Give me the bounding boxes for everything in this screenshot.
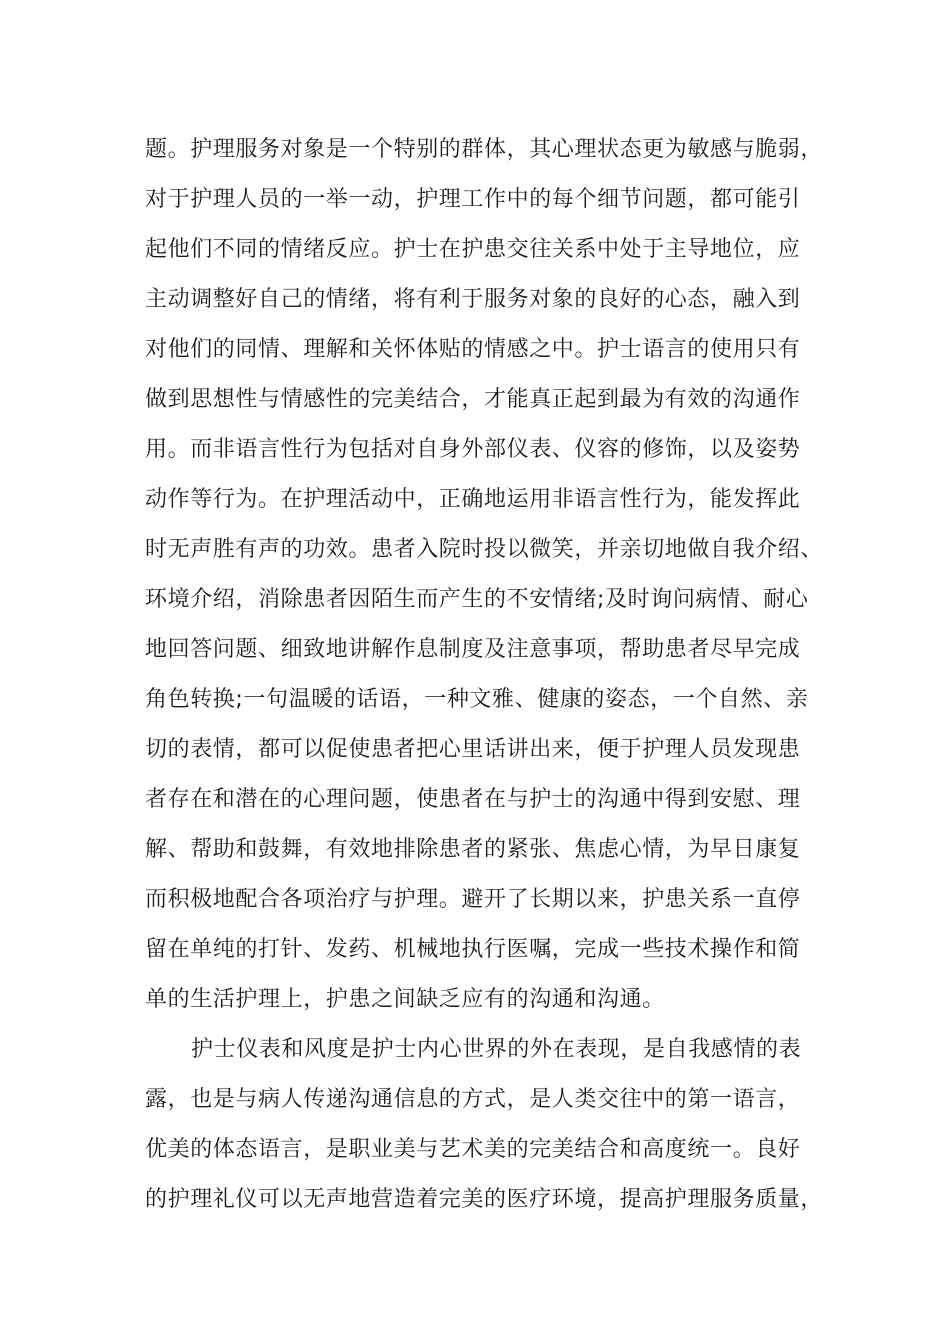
text-line: 留在单纯的打针、发药、机械地执行医嘱，完成一些技术操作和简: [145, 937, 801, 962]
text-line: 解、帮助和鼓舞，有效地排除患者的紧张、焦虑心情，为早日康复: [145, 837, 801, 862]
text-line: 切的表情，都可以促使患者把心里话讲出来，便于护理人员发现患: [145, 737, 801, 762]
text-line: 地回答问题、细致地讲解作息制度及注意事项，帮助患者尽早完成: [145, 637, 801, 662]
text-line: 起他们不同的情绪反应。护士在护患交往关系中处于主导地位，应: [145, 237, 801, 262]
text-line: 时无声胜有声的功效。患者入院时投以微笑，并亲切地做自我介绍、: [145, 537, 824, 562]
text-line: 用。而非语言性行为包括对自身外部仪表、仪容的修饰，以及姿势: [145, 437, 801, 462]
text-line: 主动调整好自己的情绪，将有利于服务对象的良好的心态，融入到: [145, 287, 801, 312]
text-line: 环境介绍，消除患者因陌生而产生的不安情绪;及时询问病情、耐心: [145, 587, 809, 612]
text-line: 角色转换;一句温暖的话语，一种文雅、健康的姿态，一个自然、亲: [145, 687, 809, 712]
text-line: 优美的体态语言，是职业美与艺术美的完美结合和高度统一。良好: [145, 1137, 801, 1162]
text-line: 做到思想性与情感性的完美结合，才能真正起到最为有效的沟通作: [145, 387, 801, 412]
text-line: 而积极地配合各项治疗与护理。避开了长期以来，护患关系一直停: [145, 887, 801, 912]
text-line: 动作等行为。在护理活动中，正确地运用非语言性行为，能发挥此: [145, 487, 801, 512]
text-line: 对他们的同情、理解和关怀体贴的情感之中。护士语言的使用只有: [145, 337, 801, 362]
text-line: 露，也是与病人传递沟通信息的方式，是人类交往中的第一语言，: [145, 1087, 801, 1112]
paragraph-start-line: 护士仪表和风度是护士内心世界的外在表现，是自我感情的表: [191, 1037, 802, 1062]
text-line: 单的生活护理上，护患之间缺乏应有的沟通和沟通。: [145, 987, 665, 1012]
text-line: 题。护理服务对象是一个特别的群体，其心理状态更为敏感与脆弱，: [145, 137, 824, 162]
text-line: 对于护理人员的一举一动，护理工作中的每个细节问题，都可能引: [145, 187, 801, 212]
text-line: 的护理礼仪可以无声地营造着完美的医疗环境，提高护理服务质量，: [145, 1187, 824, 1212]
text-line: 者存在和潜在的心理问题，使患者在与护士的沟通中得到安慰、理: [145, 787, 801, 812]
